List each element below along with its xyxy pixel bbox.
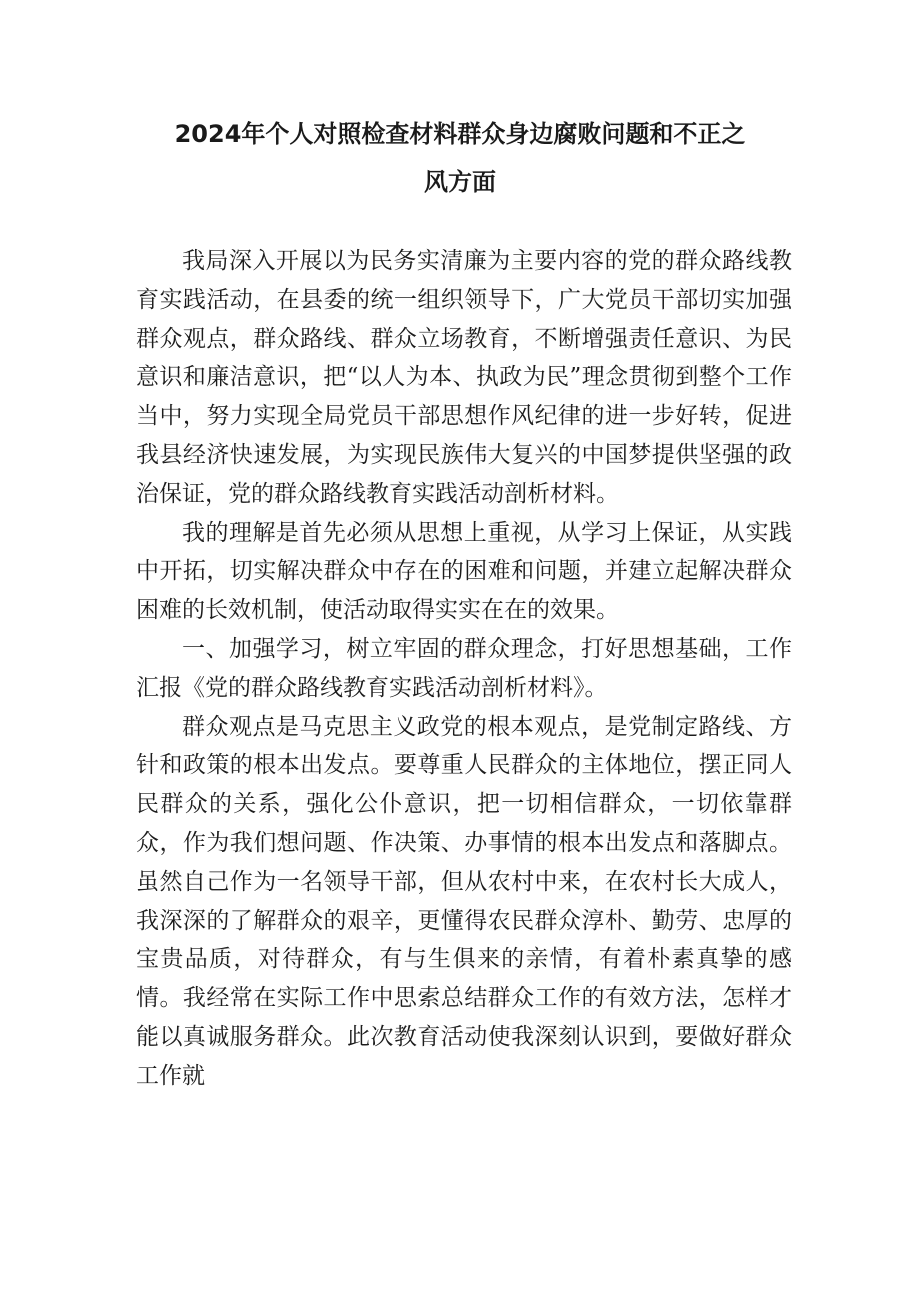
paragraph: 我的理解是首先必须从思想上重视，从学习上保证，从实践中开拓，切实解决群众中存在的困难和问题，并建立起解决群众困难的长效机制，使活动取得实实在在的效果。 (136, 519, 792, 624)
title-line-1: 2024年个人对照检查材料群众身边腐败问题和不正之 (174, 120, 746, 148)
paragraph: 群众观点是马克思主义政党的根本观点，是党制定路线、方针和政策的根本出发点。要尊重人民群众的主体地位，摆正同人民群众的关系，强化公仆意识，把一切相信群众，一切依靠群众，作为我们想问题、作决策、办事情的根本出发点和落脚点。虽然自己作为一名领导干部，但从农村中来，在农村长大成人，我深深的了解群众的艰辛，更懂得农民群众淳朴、勤劳、忠厚的宝贵品质，对待群众，有与生俱来的亲情，有着朴素真挚的感情。我经常在实际工作中思索总结群众工作的有效方法，怎样才能以真诚服务群众。此次教育活动使我深刻认识到，要做好群众工作就 (136, 713, 792, 1089)
document-body (136, 242, 792, 1096)
paragraph: 我局深入开展以为民务实清廉为主要内容的党的群众路线教育实践活动，在县委的统一组织领导下，广大党员干部切实加强群众观点，群众路线、群众立场教育，不断增强责任意识、为民意识和廉洁意识，把“以人为本、执政为民”理念贯彻到整个工作当中，努力实现全局党员干部思想作风纪律的进一步好转，促进我县经济快速发展，为实现民族伟大复兴的中国梦提供坚强的政治保证，党的群众路线教育实践活动剖析材料。 (136, 248, 792, 507)
paragraph: 一、加强学习，树立牢固的群众理念，打好思想基础，工作汇报《党的群众路线教育实践活动剖析材料》。 (136, 635, 792, 701)
title-line-2: 风方面 (424, 168, 496, 196)
document-title (120, 110, 800, 206)
